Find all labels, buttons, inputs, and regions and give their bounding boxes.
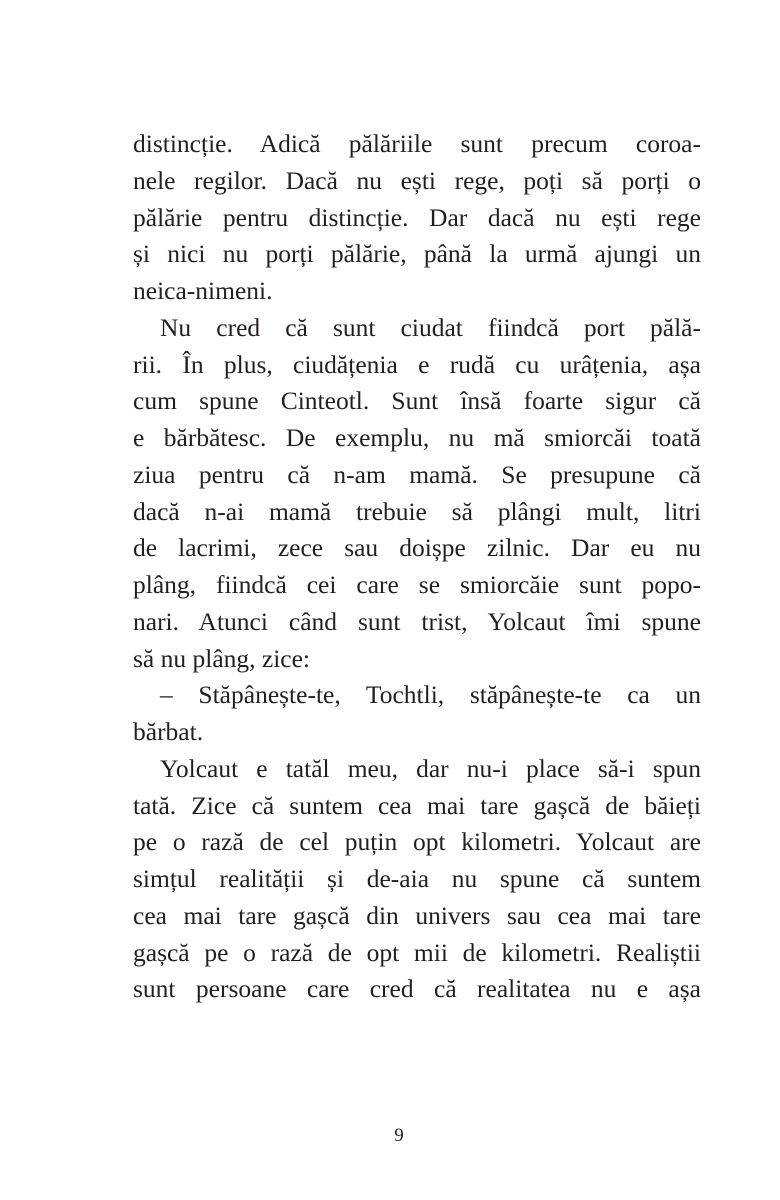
text-line: cum spune Cinteotl. Sunt însă foarte sigur că: [133, 386, 701, 416]
text-line: – Stăpânește-te, Tochtli, stăpânește-te ca un: [160, 680, 701, 710]
text-line: rii. În plus, ciudățenia e rudă cu urâțenia, așa: [133, 349, 701, 379]
text-line: să nu plâng, zice:: [133, 643, 311, 673]
text-line: de lacrimi, zece sau doișpe zilnic. Dar eu nu: [133, 533, 701, 563]
text-line: Yolcaut e tatăl meu, dar nu-i place să-i spun: [160, 753, 701, 783]
text-line: neica-nimeni.: [133, 276, 273, 305]
text-line: sunt persoane care cred că realitatea nu e așa: [133, 974, 701, 1004]
text-line: distincție. Adică pălăriile sunt precum coroa-: [133, 129, 701, 158]
body-text: [133, 126, 701, 1008]
text-line: simțul realității și de-aia nu spune că suntem: [133, 864, 701, 893]
text-line: și nici nu porți pălărie, până la urmă ajungi un: [133, 239, 701, 269]
text-line: nele regilor. Dacă nu ești rege, poți să porți o: [133, 165, 701, 195]
text-line: plâng, fiindcă cei care se smiorcăie sunt popo-: [133, 570, 701, 599]
text-line: nari. Atunci când sunt trist, Yolcaut îmi spune: [133, 606, 701, 636]
text-line: pălărie pentru distincție. Dar dacă nu ești rege: [133, 202, 701, 232]
text-line: Nu cred că sunt ciudat fiindcă port pălă-: [160, 312, 701, 342]
text-line: e bărbătesc. De exemplu, nu mă smiorcăi toată: [133, 423, 701, 452]
text-line: pe o rază de cel puțin opt kilometri. Yolcaut are: [133, 827, 701, 857]
page-number: 9: [394, 1125, 404, 1146]
text-line: ziua pentru că n-am mamă. Se presupune că: [133, 459, 701, 489]
text-line: cea mai tare gașcă din univers sau cea mai tare: [133, 900, 701, 930]
text-line: tată. Zice că suntem cea mai tare gașcă de băieți: [133, 790, 701, 820]
text-line: bărbat.: [133, 717, 204, 746]
text-line: gașcă pe o rază de opt mii de kilometri. Realiștii: [133, 937, 701, 967]
text-line: dacă n-ai mamă trebuie să plângi mult, litri: [133, 496, 701, 526]
